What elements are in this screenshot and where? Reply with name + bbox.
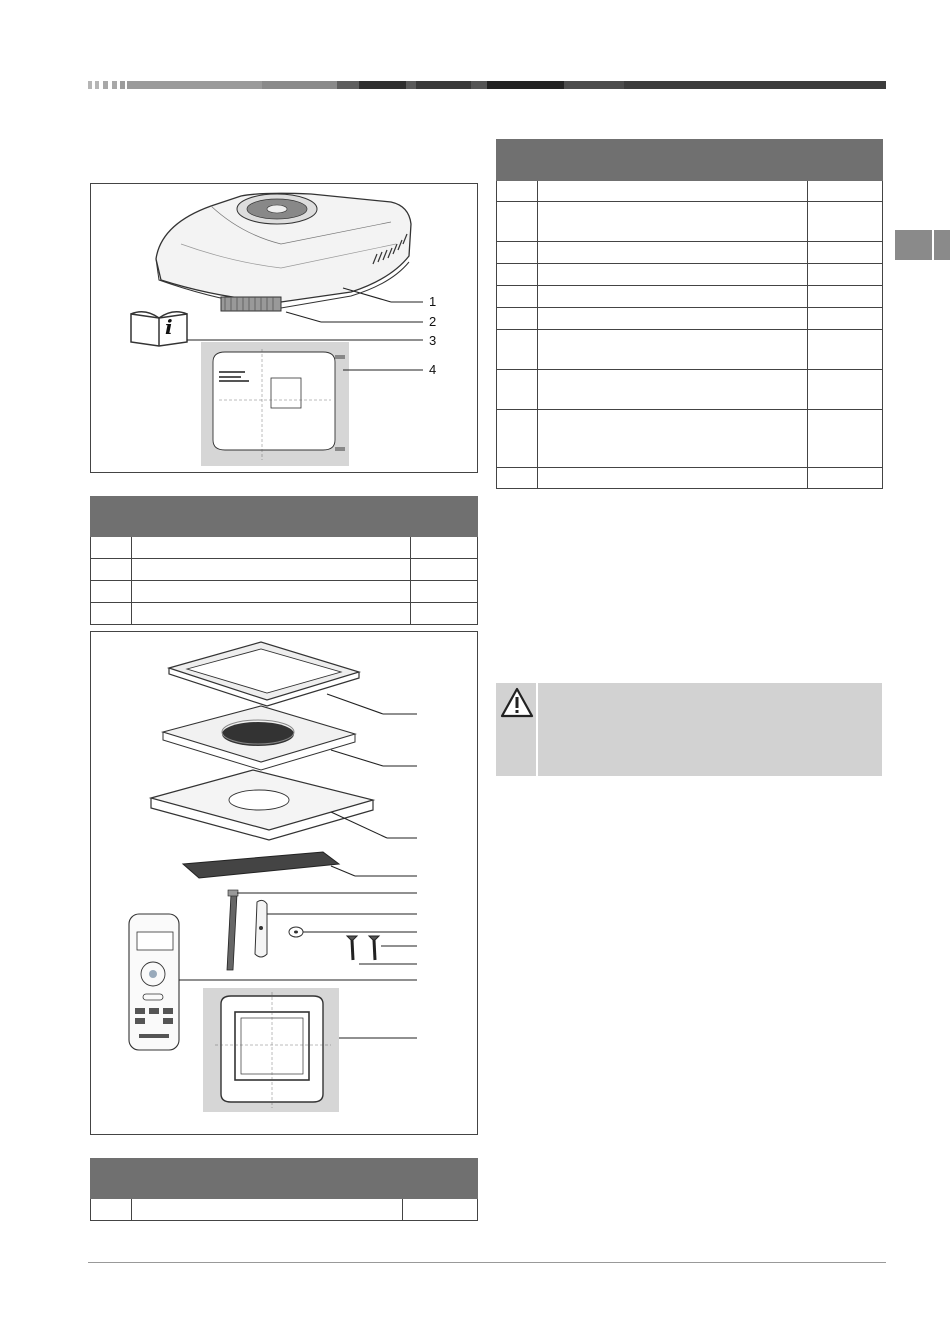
callout-1: 1 — [429, 294, 437, 309]
table-header-row — [497, 140, 883, 181]
table-row — [497, 242, 883, 264]
table-header-row — [91, 497, 478, 537]
remote-control — [129, 914, 179, 1050]
table-row — [91, 581, 478, 603]
table-row — [497, 202, 883, 242]
footer-rule — [88, 1262, 886, 1263]
callout-4: 4 — [429, 362, 437, 377]
parts-table-right — [496, 139, 883, 489]
table-row — [91, 603, 478, 625]
table-row — [497, 286, 883, 308]
parts-table-installation-kit — [90, 1158, 478, 1221]
figure-installation-kit — [90, 631, 478, 1135]
manual-book-icon — [131, 312, 187, 346]
svg-text:i: i — [165, 315, 173, 339]
installation-kit-illustration — [91, 632, 477, 1134]
table-row — [497, 264, 883, 286]
table-row — [497, 308, 883, 330]
table-row — [91, 537, 478, 559]
callout-3: 3 — [429, 333, 437, 348]
warning-triangle-icon — [500, 687, 534, 719]
section-tab — [895, 230, 950, 260]
section-tab-divider — [932, 230, 934, 260]
warning-divider — [536, 683, 538, 776]
table-row — [497, 410, 883, 468]
table-header-row — [91, 1159, 478, 1199]
parts-table-delivery — [90, 496, 478, 625]
table-row — [91, 1199, 478, 1221]
ceiling-template-sheet — [203, 988, 339, 1112]
delivery-scope-illustration — [91, 184, 477, 472]
figure-delivery-scope — [90, 183, 478, 473]
table-row — [497, 468, 883, 489]
table-row — [497, 181, 883, 202]
table-row — [497, 370, 883, 410]
template-sheet — [201, 342, 349, 466]
table-row — [91, 559, 478, 581]
callout-2: 2 — [429, 314, 437, 329]
warning-box — [496, 683, 882, 776]
table-row — [497, 330, 883, 370]
